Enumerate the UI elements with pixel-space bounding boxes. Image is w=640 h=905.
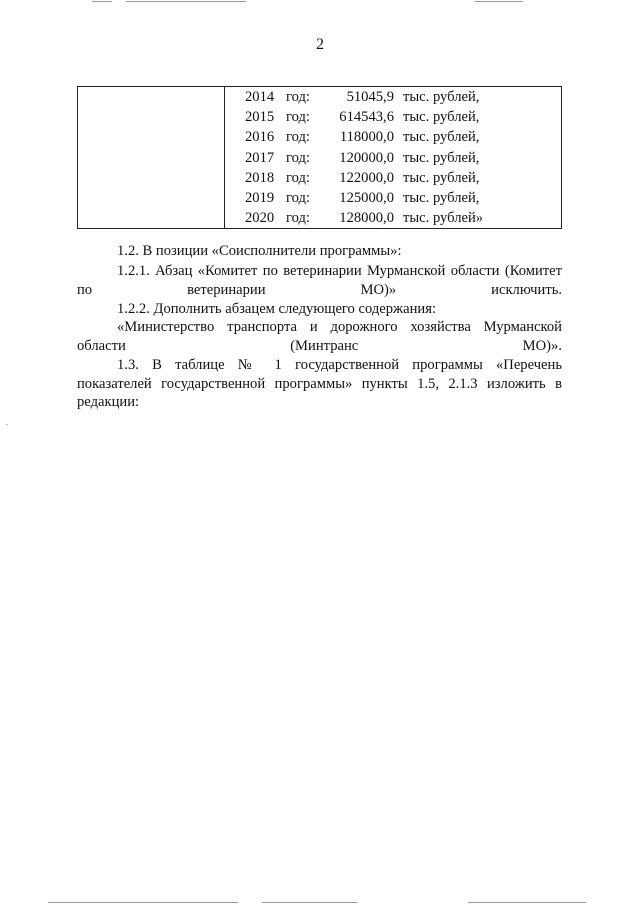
paragraph-1-2: 1.2. В позиции «Соисполнители программы»: <box>117 243 402 259</box>
funding-year-suffix: год: <box>286 149 310 166</box>
scan-artifact-margin-dot <box>6 424 8 425</box>
funding-year: 2019 <box>245 189 275 206</box>
funding-currency: тыс. рублей, <box>403 129 480 146</box>
funding-row <box>225 127 561 147</box>
funding-year-suffix: год: <box>286 109 310 126</box>
funding-row <box>225 168 561 188</box>
scan-artifact-top-right <box>475 1 523 2</box>
funding-amount: 614543,6 <box>339 109 394 126</box>
funding-table-label-cell <box>78 87 225 229</box>
funding-year: 2016 <box>245 129 275 146</box>
paragraph-1-3: 1.3. В таблице № 1 государственной программы «Перечень показателей государственной программы» пункты 1.5, 2.1.3 изложить в редакции: <box>77 357 562 410</box>
page-number: 2 <box>316 36 324 53</box>
paragraph-1-2-2: 1.2.2. Дополнить абзацем следующего содержания: <box>117 301 437 317</box>
paragraph-1-2-1: 1.2.1. Абзац «Комитет по ветеринарии Мурманской области (Комитет по ветеринарии МО)» исключить. <box>77 263 562 298</box>
scan-artifact-top-left <box>92 1 112 2</box>
funding-year: 2017 <box>245 149 275 166</box>
funding-amount: 118000,0 <box>339 129 394 146</box>
funding-amount: 122000,0 <box>339 169 394 186</box>
funding-row <box>225 148 561 168</box>
funding-currency: тыс. рублей, <box>403 169 480 186</box>
funding-table-values-cell <box>225 87 562 229</box>
funding-row <box>225 188 561 208</box>
funding-amount: 120000,0 <box>339 149 394 166</box>
scan-artifact-bottom-right <box>468 902 586 903</box>
scan-artifact-top-center <box>126 1 246 2</box>
funding-rows <box>225 87 561 228</box>
funding-row <box>225 107 561 127</box>
funding-amount: 128000,0 <box>339 210 394 227</box>
funding-currency: тыс. рублей» <box>403 210 484 227</box>
funding-year-suffix: год: <box>286 189 310 206</box>
funding-currency: тыс. рублей, <box>403 109 480 126</box>
funding-year: 2014 <box>245 89 275 105</box>
scan-artifact-bottom-left <box>48 902 238 903</box>
funding-row <box>225 208 561 228</box>
funding-year: 2015 <box>245 109 275 126</box>
paragraph-quote-mintrans: «Министерство транспорта и дорожного хозяйства Мурманской области (Минтранс МО)». <box>77 319 562 354</box>
funding-year: 2018 <box>245 169 275 186</box>
funding-year-suffix: год: <box>286 129 310 146</box>
funding-currency: тыс. рублей, <box>403 189 480 206</box>
funding-table <box>77 86 562 229</box>
funding-amount: 51045,9 <box>346 89 394 105</box>
funding-year-suffix: год: <box>286 210 310 227</box>
funding-currency: тыс. рублей, <box>403 149 480 166</box>
funding-currency: тыс. рублей, <box>403 89 480 105</box>
funding-year-suffix: год: <box>286 169 310 186</box>
funding-row <box>225 87 561 107</box>
funding-amount: 125000,0 <box>339 189 394 206</box>
funding-year: 2020 <box>245 210 275 227</box>
scan-artifact-bottom-center <box>262 902 357 903</box>
funding-year-suffix: год: <box>286 89 310 105</box>
